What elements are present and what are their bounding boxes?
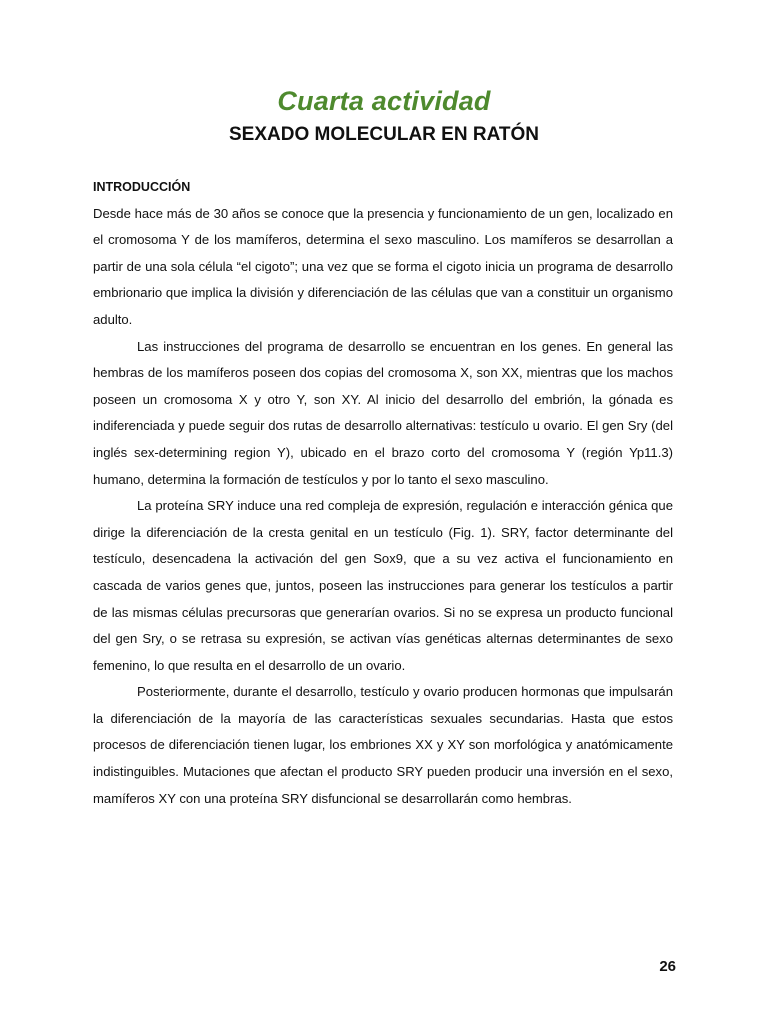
- page-title: Cuarta actividad: [277, 86, 491, 116]
- paragraph-2: Las instrucciones del programa de desarrollo se encuentran en los genes. En general las hembras de los mamíferos poseen dos copias del cromosoma X, son XX, mientras que los machos poseen un cromosoma X y otro Y, son XY. Al inicio del desarrollo del embrión, la gónada es indiferenciada y puede seguir dos rutas de desarrollo alternativas: testículo u ovario. El gen Sry (del inglés sex-determining region Y), ubicado en el brazo corto del cromosoma Y (región Yp11.3) humano, determina la formación de testículos y por lo tanto el sexo masculino.: [93, 338, 673, 487]
- section-heading: INTRODUCCIÓN: [93, 180, 191, 194]
- document-body: [93, 174, 673, 812]
- paragraph-1: Desde hace más de 30 años se conoce que la presencia y funcionamiento de un gen, localizado en el cromosoma Y de los mamíferos, determina el sexo masculino. Los mamíferos se desarrollan a partir de una sola célula “el cigoto”; una vez que se forma el cigoto inicia un programa de desarrollo embrionario que implica la división y diferenciación de las células que van a constituir un organismo adulto.: [93, 205, 673, 327]
- paragraph-3: La proteína SRY induce una red compleja de expresión, regulación e interacción génica que dirige la diferenciación de la cresta genital en un testículo (Fig. 1). SRY, factor determinante del testículo, desencadena la activación del gen Sox9, que a su vez activa el funcionamiento en cascada de varios genes que, juntos, poseen las instrucciones para generar los testículos a partir de las mismas células precursoras que generarían ovarios. Si no se expresa un producto funcional del gen Sry, o se retrasa su expresión, se activan vías genéticas alternas determinantes de sexo femenino, lo que resulta en el desarrollo de un ovario.: [93, 498, 673, 673]
- paragraph-4: Posteriormente, durante el desarrollo, testículo y ovario producen hormonas que impulsarán la diferenciación de la mayoría de las características sexuales secundarias. Hasta que estos procesos de diferenciación tienen lugar, los embriones XX y XY son morfológica y anatómicamente indistinguibles. Mutaciones que afectan el producto SRY pueden producir una inversión en el sexo, mamíferos XY con una proteína SRY disfuncional se desarrollarán como hembras.: [93, 684, 673, 806]
- page-subtitle: SEXADO MOLECULAR EN RATÓN: [229, 124, 539, 145]
- page-number: 26: [659, 958, 676, 975]
